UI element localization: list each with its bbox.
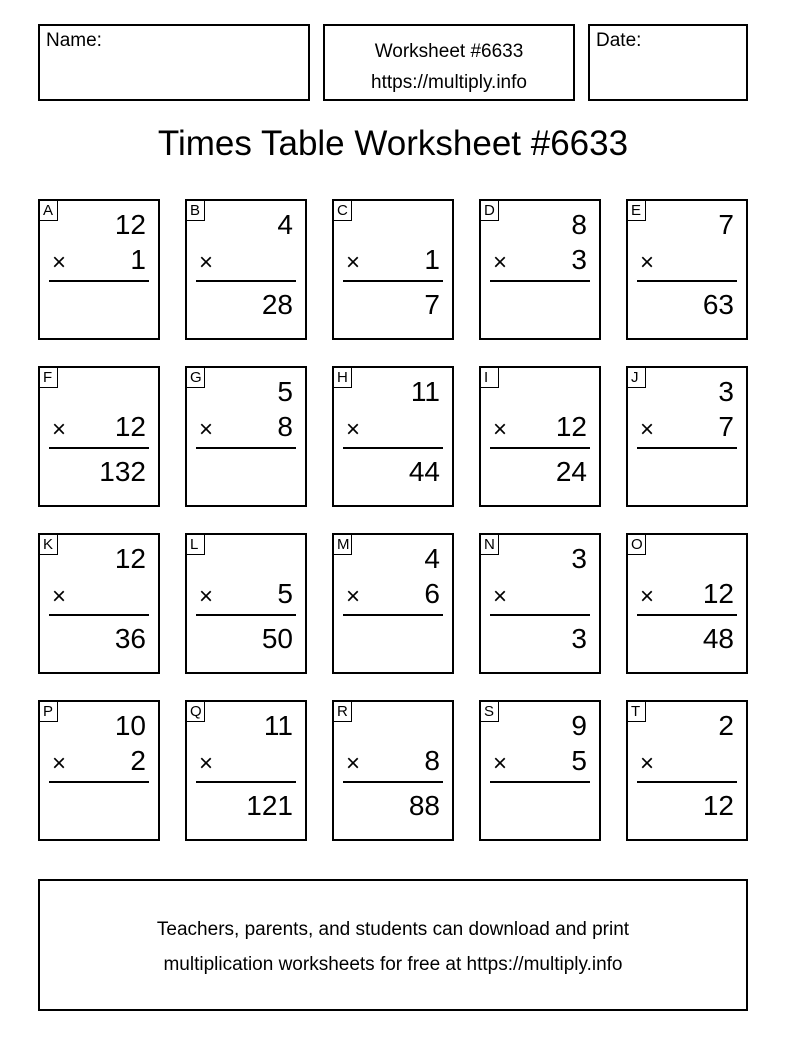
problem-letter: E: [627, 200, 646, 221]
times-sign: ×: [199, 583, 214, 610]
problem-letter: J: [627, 367, 646, 388]
times-sign: ×: [493, 249, 508, 276]
problem-j: [626, 366, 748, 507]
footer-line-1: Teachers, parents, and students can download and print: [156, 919, 630, 940]
problem-letter: N: [480, 534, 499, 555]
times-sign: ×: [346, 249, 361, 276]
problem-h: [332, 366, 454, 507]
answer-line: [343, 614, 443, 616]
name-label: Name:: [46, 30, 102, 51]
problem-letter: C: [333, 200, 352, 221]
problem-answer: 63: [702, 289, 734, 320]
worksheet-number: Worksheet #6633: [374, 41, 524, 62]
problem-letter: D: [480, 200, 499, 221]
problem-a: [38, 199, 160, 340]
problem-multiplier: 5: [277, 578, 293, 609]
problem-answer: 50: [261, 623, 293, 654]
problem-e: [626, 199, 748, 340]
problem-answer: 36: [114, 623, 146, 654]
times-sign: ×: [52, 750, 67, 777]
answer-line: [490, 614, 590, 616]
answer-line: [196, 614, 296, 616]
problem-multiplier: 1: [130, 244, 146, 275]
times-sign: ×: [493, 750, 508, 777]
answer-line: [49, 447, 149, 449]
times-sign: ×: [199, 249, 214, 276]
problem-g: [185, 366, 307, 507]
answer-line: [343, 280, 443, 282]
problem-o: [626, 533, 748, 674]
problem-answer: 88: [408, 790, 440, 821]
problem-multiplier: 8: [424, 745, 440, 776]
page-title: Times Table Worksheet #6633: [157, 124, 629, 163]
problem-letter: B: [186, 200, 205, 221]
answer-line: [637, 447, 737, 449]
problem-letter: L: [186, 534, 205, 555]
problem-answer: 28: [261, 289, 293, 320]
problem-c: [332, 199, 454, 340]
problem-m: [332, 533, 454, 674]
footer-line-2: multiplication worksheets for free at https://multiply.info: [163, 954, 623, 975]
problem-letter: A: [39, 200, 58, 221]
answer-line: [637, 280, 737, 282]
answer-line: [343, 781, 443, 783]
problem-answer: 12: [702, 790, 734, 821]
times-sign: ×: [493, 416, 508, 443]
problem-letter: K: [39, 534, 58, 555]
problem-top-number: 10: [114, 710, 146, 741]
problem-answer: 7: [424, 289, 440, 320]
times-sign: ×: [346, 416, 361, 443]
times-sign: ×: [640, 750, 655, 777]
problem-k: [38, 533, 160, 674]
problem-letter: I: [480, 367, 499, 388]
problem-top-number: 3: [718, 376, 734, 407]
problem-multiplier: 3: [571, 244, 587, 275]
problem-answer: 44: [408, 456, 440, 487]
problem-multiplier: 1: [424, 244, 440, 275]
problem-top-number: 9: [571, 710, 587, 741]
answer-line: [637, 781, 737, 783]
times-sign: ×: [52, 249, 67, 276]
problem-l: [185, 533, 307, 674]
times-sign: ×: [199, 750, 214, 777]
problem-top-number: 8: [571, 209, 587, 240]
problem-multiplier: 6: [424, 578, 440, 609]
answer-line: [196, 280, 296, 282]
times-sign: ×: [493, 583, 508, 610]
times-sign: ×: [52, 583, 67, 610]
problem-letter: O: [627, 534, 646, 555]
problem-top-number: 11: [410, 376, 440, 407]
problem-q: [185, 700, 307, 841]
problem-r: [332, 700, 454, 841]
worksheet-url: https://multiply.info: [371, 72, 527, 93]
worksheet-id-box: [323, 24, 575, 101]
answer-line: [196, 447, 296, 449]
problem-letter: T: [627, 701, 646, 722]
problem-letter: Q: [186, 701, 205, 722]
answer-line: [490, 280, 590, 282]
problem-answer: 3: [571, 623, 587, 654]
problem-multiplier: 12: [702, 578, 734, 609]
problem-f: [38, 366, 160, 507]
problem-top-number: 3: [571, 543, 587, 574]
date-label: Date:: [596, 30, 642, 51]
problem-d: [479, 199, 601, 340]
problem-b: [185, 199, 307, 340]
name-field: [38, 24, 310, 101]
problem-letter: H: [333, 367, 352, 388]
problem-s: [479, 700, 601, 841]
answer-line: [637, 614, 737, 616]
answer-line: [49, 280, 149, 282]
answer-line: [343, 447, 443, 449]
date-field: [588, 24, 748, 101]
problem-letter: S: [480, 701, 499, 722]
problem-top-number: 2: [718, 710, 734, 741]
answer-line: [490, 447, 590, 449]
problem-answer: 48: [702, 623, 734, 654]
problem-letter: P: [39, 701, 58, 722]
problem-letter: G: [186, 367, 205, 388]
problem-answer: 24: [555, 456, 587, 487]
problem-top-number: 11: [263, 710, 293, 741]
times-sign: ×: [52, 416, 67, 443]
times-sign: ×: [640, 583, 655, 610]
answer-line: [49, 781, 149, 783]
times-sign: ×: [640, 416, 655, 443]
problem-top-number: 12: [114, 543, 146, 574]
problem-top-number: 4: [277, 209, 293, 240]
problem-top-number: 5: [277, 376, 293, 407]
problem-top-number: 12: [114, 209, 146, 240]
problem-top-number: 7: [718, 209, 734, 240]
problem-letter: F: [39, 367, 58, 388]
problem-multiplier: 12: [114, 411, 146, 442]
problem-p: [38, 700, 160, 841]
problem-t: [626, 700, 748, 841]
answer-line: [196, 781, 296, 783]
times-sign: ×: [346, 750, 361, 777]
problem-multiplier: 2: [130, 745, 146, 776]
problem-n: [479, 533, 601, 674]
problem-multiplier: 7: [718, 411, 734, 442]
problem-i: [479, 366, 601, 507]
problem-multiplier: 8: [277, 411, 293, 442]
times-sign: ×: [346, 583, 361, 610]
problem-multiplier: 5: [571, 745, 587, 776]
problem-multiplier: 12: [555, 411, 587, 442]
problem-answer: 132: [99, 456, 146, 487]
answer-line: [490, 781, 590, 783]
answer-line: [49, 614, 149, 616]
footer-box: [38, 879, 748, 1011]
problem-letter: R: [333, 701, 352, 722]
times-sign: ×: [640, 249, 655, 276]
problem-answer: 121: [246, 790, 293, 821]
problem-letter: M: [333, 534, 352, 555]
times-sign: ×: [199, 416, 214, 443]
problem-top-number: 4: [424, 543, 440, 574]
